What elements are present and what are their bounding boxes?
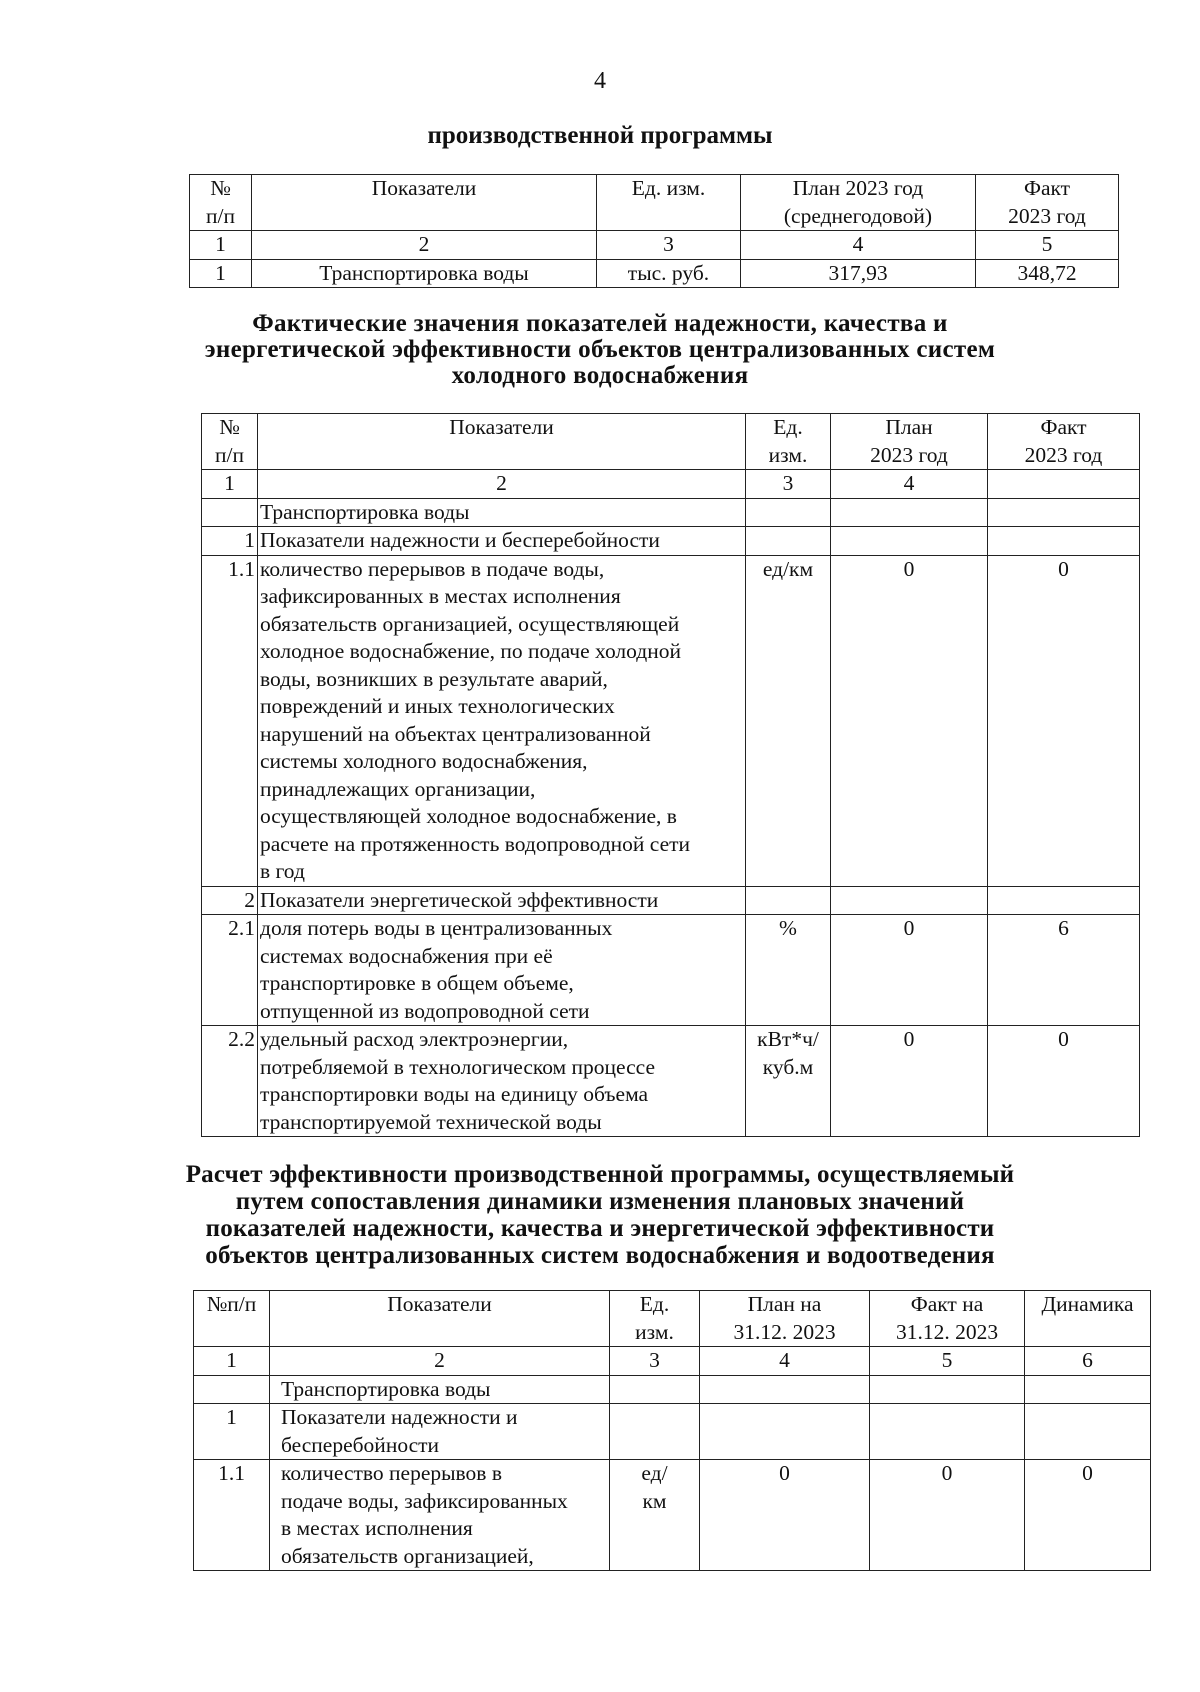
table-row-cell-5 (870, 1375, 1025, 1404)
header-row-cell-4: План на 31.12. 2023 (700, 1291, 870, 1347)
section2-title: Фактические значения показателей надежности, качества и энергетической эффективности объектов централизованных систем холодного водоснабжения (204, 310, 996, 389)
table-row (202, 886, 1140, 915)
table-row-cell-2: количество перерывов в подаче воды, зафиксированных в местах исполнения обязательств организацией, (270, 1460, 610, 1571)
table-row-cell-2: Показатели надежности и бесперебойности (258, 527, 746, 556)
table-row-cell-4: 0 (831, 1026, 988, 1137)
header-row-cell-5: Факт 2023 год (976, 175, 1119, 231)
table-row-cell-4 (831, 886, 988, 915)
table-row-cell-3: кВт*ч/ куб.м (746, 1026, 831, 1137)
header-row-cell-3: Ед. изм. (597, 175, 741, 231)
table-row-cell-1: 2.2 (202, 1026, 258, 1137)
column-index-row-cell-4: 4 (700, 1347, 870, 1376)
column-index-row-cell-3: 3 (746, 470, 831, 499)
header-row-cell-2: Показатели (258, 414, 746, 470)
column-index-row-cell-1: 1 (190, 231, 252, 260)
table-row-cell-5: 0 (988, 555, 1140, 886)
header-row-cell-1: № п/п (190, 175, 252, 231)
reliability-indicators-table (201, 413, 1140, 1137)
table-row-cell-4: 0 (831, 555, 988, 886)
table-row-cell-4 (700, 1375, 870, 1404)
table-row-cell-5 (870, 1404, 1025, 1460)
table-row-cell-3 (746, 886, 831, 915)
header-row-cell-3: Ед. изм. (610, 1291, 700, 1347)
header-row-cell-4: План 2023 год (831, 414, 988, 470)
table-row-cell-2: Показатели энергетической эффективности (258, 886, 746, 915)
table-row (194, 1375, 1151, 1404)
table-row-cell-3: % (746, 915, 831, 1026)
column-index-row-cell-6: 6 (1025, 1347, 1151, 1376)
table-row-cell-5: 0 (870, 1460, 1025, 1571)
column-index-row-cell-5: 5 (976, 231, 1119, 260)
header-row (190, 175, 1119, 231)
column-index-row-cell-2: 2 (252, 231, 597, 260)
header-row-cell-2: Показатели (270, 1291, 610, 1347)
table-row (194, 1404, 1151, 1460)
table-row-cell-1: 1 (190, 259, 252, 288)
table-row-cell-6: 0 (1025, 1460, 1151, 1571)
table-row-cell-4 (831, 498, 988, 527)
table-row-cell-5: 6 (988, 915, 1140, 1026)
header-row-cell-1: №п/п (194, 1291, 270, 1347)
table-row-cell-2: Транспортировка воды (270, 1375, 610, 1404)
table-row-cell-1: 2.1 (202, 915, 258, 1026)
table-row-cell-4: 0 (700, 1460, 870, 1571)
section1-title: производственной программы (427, 122, 773, 149)
table-row-cell-3 (746, 527, 831, 556)
column-index-row (190, 231, 1119, 260)
table-row (202, 527, 1140, 556)
header-row-cell-2: Показатели (252, 175, 597, 231)
table-row-cell-5: 0 (988, 1026, 1140, 1137)
table-row-cell-1 (194, 1375, 270, 1404)
table-row-cell-1 (202, 498, 258, 527)
column-index-row-cell-4: 4 (831, 470, 988, 499)
section3-title: Расчет эффективности производственной программы, осуществляемый путем сопоставления динамики изменения плановых значений показателей надежности, качества и энергетической эффективности объектов централизованных систем водоснабжения и водоотведения (185, 1161, 1015, 1269)
table-row-cell-2: доля потерь воды в централизованных системах водоснабжения при её транспортировке в общем объеме, отпущенной из водопроводной сети (258, 915, 746, 1026)
header-row-cell-1: № п/п (202, 414, 258, 470)
production-program-table (189, 174, 1119, 288)
column-index-row-cell-5 (988, 470, 1140, 499)
table-row (202, 1026, 1140, 1137)
header-row (202, 414, 1140, 470)
table-row-cell-1: 1 (194, 1404, 270, 1460)
page-number: 4 (594, 68, 606, 94)
table-row-cell-2: Транспортировка воды (258, 498, 746, 527)
table-row-cell-6 (1025, 1375, 1151, 1404)
header-row-cell-5: Факт на 31.12. 2023 (870, 1291, 1025, 1347)
table-row-cell-4: 317,93 (741, 259, 976, 288)
table-row (202, 915, 1140, 1026)
column-index-row (194, 1347, 1151, 1376)
column-index-row-cell-4: 4 (741, 231, 976, 260)
header-row-cell-5: Факт 2023 год (988, 414, 1140, 470)
table-row-cell-3: тыс. руб. (597, 259, 741, 288)
table-row-cell-3 (746, 498, 831, 527)
header-row-cell-4: План 2023 год (среднегодовой) (741, 175, 976, 231)
column-index-row-cell-2: 2 (270, 1347, 610, 1376)
table-row (194, 1460, 1151, 1571)
table-row-cell-5 (988, 886, 1140, 915)
header-row-cell-6: Динамика (1025, 1291, 1151, 1347)
column-index-row-cell-1: 1 (194, 1347, 270, 1376)
table-row-cell-3 (610, 1404, 700, 1460)
table-row-cell-1: 2 (202, 886, 258, 915)
column-index-row (202, 470, 1140, 499)
table-row-cell-5: 348,72 (976, 259, 1119, 288)
table-row-cell-2: Показатели надежности и бесперебойности (270, 1404, 610, 1460)
table-row (190, 259, 1119, 288)
table-row-cell-1: 1 (202, 527, 258, 556)
table-row (202, 498, 1140, 527)
table-row-cell-3: ед/км (746, 555, 831, 886)
table-row-cell-2: удельный расход электроэнергии, потребляемой в технологическом процессе транспортировки воды на единицу объема транспортируемой технической воды (258, 1026, 746, 1137)
table-row-cell-5 (988, 527, 1140, 556)
table-row-cell-1: 1.1 (194, 1460, 270, 1571)
table-row-cell-5 (988, 498, 1140, 527)
header-row (194, 1291, 1151, 1347)
table-row-cell-3: ед/ км (610, 1460, 700, 1571)
table-row-cell-4 (831, 527, 988, 556)
column-index-row-cell-5: 5 (870, 1347, 1025, 1376)
table-row-cell-4 (700, 1404, 870, 1460)
column-index-row-cell-3: 3 (597, 231, 741, 260)
efficiency-calculation-table (193, 1290, 1151, 1571)
table-row-cell-4: 0 (831, 915, 988, 1026)
column-index-row-cell-1: 1 (202, 470, 258, 499)
table-row-cell-2: количество перерывов в подаче воды, зафиксированных в местах исполнения обязательств организацией, осуществляющей холодное водоснабжение, по подаче холодной воды, возникших в результате аварий, повреждений и иных технологических нарушений на объектах централизованной системы холодного водоснабжения, принадлежащих организации, осуществляющей холодное водоснабжение, в расчете на протяженность водопроводной сети в год (258, 555, 746, 886)
table-row-cell-6 (1025, 1404, 1151, 1460)
column-index-row-cell-3: 3 (610, 1347, 700, 1376)
column-index-row-cell-2: 2 (258, 470, 746, 499)
table-row-cell-2: Транспортировка воды (252, 259, 597, 288)
table-row (202, 555, 1140, 886)
table-row-cell-1: 1.1 (202, 555, 258, 886)
table-row-cell-3 (610, 1375, 700, 1404)
header-row-cell-3: Ед. изм. (746, 414, 831, 470)
